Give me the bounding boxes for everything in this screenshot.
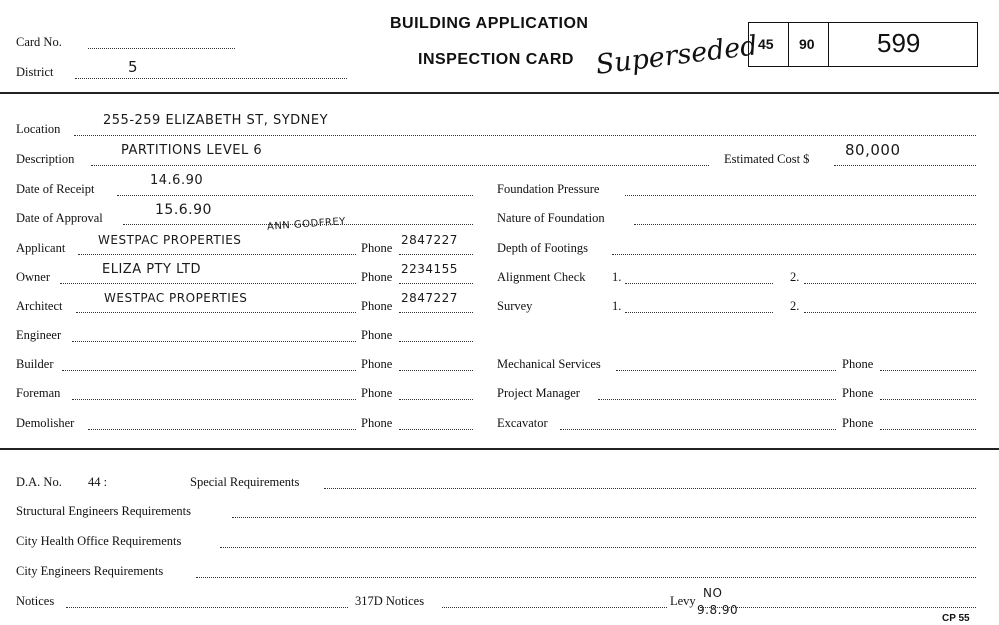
depth-footings-label: Depth of Footings [497,241,588,255]
owner-value: ELIZA PTY LTD [102,262,201,277]
levy-date: 9.8.90 [697,603,739,617]
applicant-label: Applicant [16,241,66,255]
location-value: 255-259 ELIZABETH ST, SYDNEY [103,113,329,128]
excavator-line [560,429,836,430]
mechanical-label: Mechanical Services [497,357,601,371]
owner-phone-line [399,283,473,284]
notices-317d-label: 317D Notices [355,594,425,608]
foreman-phone-line [399,399,473,400]
special-requirements-label: Special Requirements [190,475,300,489]
district-label: District [16,65,54,79]
foreman-phone-label: Phone [361,386,393,400]
alignment-1-line [625,283,773,284]
survey-1-line [625,312,773,313]
code-box-1-value: 45 [758,36,774,52]
notices-line [66,607,348,608]
applicant-value: WESTPAC PROPERTIES [98,233,242,247]
survey-2-label: 2. [790,299,800,313]
foundation-pressure-label: Foundation Pressure [497,182,600,196]
applicant-line [78,254,356,255]
engineers-label: City Engineers Requirements [16,564,164,578]
title-line-1: BUILDING APPLICATION [390,15,589,32]
nature-foundation-label: Nature of Foundation [497,211,605,225]
alignment-2-label: 2. [790,270,800,284]
location-label: Location [16,122,61,136]
estimated-cost-value: 80,000 [845,141,901,159]
district-line [75,78,347,79]
date-receipt-label: Date of Receipt [16,182,95,196]
top-rule [0,92,999,94]
description-value: PARTITIONS LEVEL 6 [121,143,263,158]
nature-foundation-line [634,224,976,225]
engineer-phone-label: Phone [361,328,393,342]
health-line [220,547,976,548]
da-no-label: D.A. No. [16,475,62,489]
excavator-label: Excavator [497,416,548,430]
builder-phone-line [399,370,473,371]
mechanical-phone-line [880,370,976,371]
applicant-phone-line [399,254,473,255]
alignment-2-line [804,283,976,284]
owner-phone-value: 2234155 [401,262,458,276]
project-manager-phone-label: Phone [842,386,874,400]
date-receipt-value: 14.6.90 [150,173,204,188]
demolisher-phone-label: Phone [361,416,393,430]
mechanical-line [616,370,836,371]
levy-value: NO [703,586,723,600]
title-line-2: INSPECTION CARD [418,51,574,68]
card-no-label: Card No. [16,35,62,49]
code-box-2-value: 90 [799,36,815,52]
owner-phone-label: Phone [361,270,393,284]
date-approval-label: Date of Approval [16,211,103,225]
architect-phone-label: Phone [361,299,393,313]
engineer-line [72,341,356,342]
engineer-label: Engineer [16,328,62,342]
applicant-contact: ANN GODFREY [266,216,347,233]
demolisher-phone-line [399,429,473,430]
survey-label: Survey [497,299,533,313]
project-manager-phone-line [880,399,976,400]
alignment-check-label: Alignment Check [497,270,586,284]
depth-footings-line [612,254,976,255]
form-code: CP 55 [942,613,970,624]
owner-line [60,283,356,284]
code-box-2 [788,22,830,67]
alignment-1-label: 1. [612,270,622,284]
survey-1-label: 1. [612,299,622,313]
demolisher-line [88,429,356,430]
structural-label: Structural Engineers Requirements [16,504,191,518]
excavator-phone-line [880,429,976,430]
levy-label: Levy [670,594,696,608]
notices-label: Notices [16,594,55,608]
estimated-cost-label: Estimated Cost $ [724,152,810,166]
health-label: City Health Office Requirements [16,534,182,548]
foundation-pressure-line [625,195,976,196]
card-no-line [88,48,235,49]
description-line [91,165,709,166]
engineers-line [196,577,976,578]
estimated-cost-line [834,165,976,166]
applicant-phone-label: Phone [361,241,393,255]
superseded-stamp: Superseded [594,30,760,81]
da-no-value: 44 : [88,475,108,489]
project-manager-label: Project Manager [497,386,580,400]
architect-phone-value: 2847227 [401,291,458,305]
date-approval-value: 15.6.90 [155,202,212,218]
middle-rule [0,448,999,450]
builder-label: Builder [16,357,54,371]
owner-label: Owner [16,270,51,284]
survey-2-line [804,312,976,313]
description-label: Description [16,152,75,166]
applicant-phone-value: 2847227 [401,233,458,247]
builder-phone-label: Phone [361,357,393,371]
architect-label: Architect [16,299,63,313]
number-box [828,22,978,67]
special-requirements-line [324,488,976,489]
number-box-value: 599 [877,28,921,58]
location-line [74,135,976,136]
demolisher-label: Demolisher [16,416,75,430]
levy-line [700,607,976,608]
mechanical-phone-label: Phone [842,357,874,371]
architect-value: WESTPAC PROPERTIES [104,291,248,305]
notices-317d-line [442,607,667,608]
excavator-phone-label: Phone [842,416,874,430]
engineer-phone-line [399,341,473,342]
foreman-label: Foreman [16,386,61,400]
architect-phone-line [399,312,473,313]
architect-line [76,312,356,313]
builder-line [62,370,356,371]
district-value: 5 [128,58,139,76]
project-manager-line [598,399,836,400]
date-receipt-line [117,195,473,196]
structural-line [232,517,976,518]
foreman-line [72,399,356,400]
